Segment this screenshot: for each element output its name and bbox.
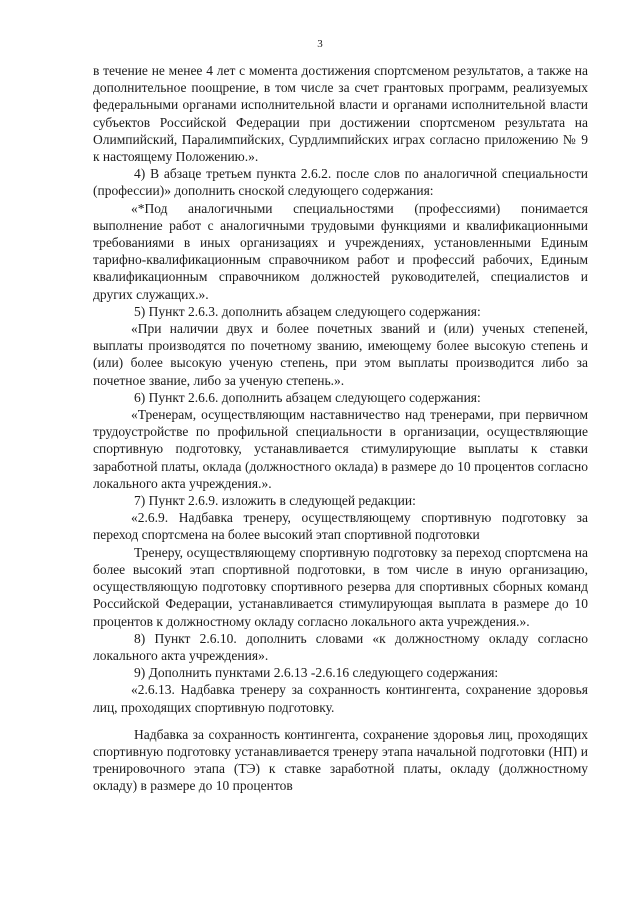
- quoted-paragraph: «При наличии двух и более почетных званий и (или) ученых степеней, выплаты производятся по почетному званию, имеющему более высокую степень и (или) более высокую ученую степень, при этом выплаты производится либо за почетное звание, либо за ученую степень.».: [93, 321, 588, 388]
- list-item-9: 9) Дополнить пунктами 2.6.13 -2.6.16 следующего содержания:: [134, 665, 499, 681]
- list-item-7: 7) Пункт 2.6.9. изложить в следующей редакции:: [134, 493, 416, 509]
- quoted-paragraph: «Тренерам, осуществляющим наставничество над тренерами, при первичном трудоустройстве по профильной специальности в организации, осуществляющие спортивную подготовку, устанавливается стимулирующие выплаты к ставки заработной платы, оклада (должностного оклада) в размере до 10 процентов согласно локального акта учреждения.».: [93, 407, 588, 491]
- quoted-footnote: «*Под аналогичными специальностями (профессиями) понимается выполнение работ с аналогичными трудовыми функциями и квалификационными требованиями в иных организациях и учреждениях, установленными Единым тарифно-квалификационным справочником работ и профессий рабочих, Единым квалификационным справочником должностей руководителей, специалистов и других служащих.».: [93, 200, 588, 302]
- page-number: 3: [317, 38, 323, 50]
- quoted-heading: «2.6.9. Надбавка тренеру, осуществляющему спортивную подготовку за переход спортсмена на более высокий этап спортивной подготовки: [93, 510, 588, 543]
- list-item-4: 4) В абзаце третьем пункта 2.6.2. после слов по аналогичной специальности (профессии)» дополнить сноской следующего содержания:: [93, 166, 588, 199]
- document-body: [93, 62, 588, 795]
- paragraph: Надбавка за сохранность контингента, сохранение здоровья лиц, проходящих спортивную подготовку устанавливается тренеру этапа начальной подготовки (НП) и тренировочного этапа (ТЭ) к ставке заработной платы, окладу (должностному окладу) в размере до 10 процентов: [93, 726, 588, 794]
- paragraph: Тренеру, осуществляющему спортивную подготовку за переход спортсмена на более высокий этап спортивной подготовки, в том числе в иную организацию, осуществляющую подготовку спортивного резерва для спортивных сборных команд Российской Федерации, устанавливается стимулирующая выплата в размере до 10 процентов к должностному окладу согласно локального акта учреждения.».: [93, 544, 588, 629]
- list-item-5: 5) Пункт 2.6.3. дополнить абзацем следующего содержания:: [134, 303, 481, 319]
- list-item-6: 6) Пункт 2.6.6. дополнить абзацем следующего содержания:: [134, 389, 481, 405]
- quoted-heading: «2.6.13. Надбавка тренеру за сохранность контингента, сохранение здоровья лиц, проходящих спортивную подготовку.: [93, 682, 588, 715]
- list-item-8: 8) Пункт 2.6.10. дополнить словами «к должностному окладу согласно локального акта учреждения».: [93, 630, 588, 663]
- paragraph: в течение не менее 4 лет с момента достижения спортсменом результатов, а также на дополнительное поощрение, в том числе за счет грантовых программ, реализуемых федеральными органами исполнительной власти и органами исполнительной власти субъектов Российской Федерации при достижении спортсменом результата на Олимпийский, Паралимпийских, Сурдлимпийских играх согласно приложению № 9 к настоящему Положению.».: [93, 63, 588, 165]
